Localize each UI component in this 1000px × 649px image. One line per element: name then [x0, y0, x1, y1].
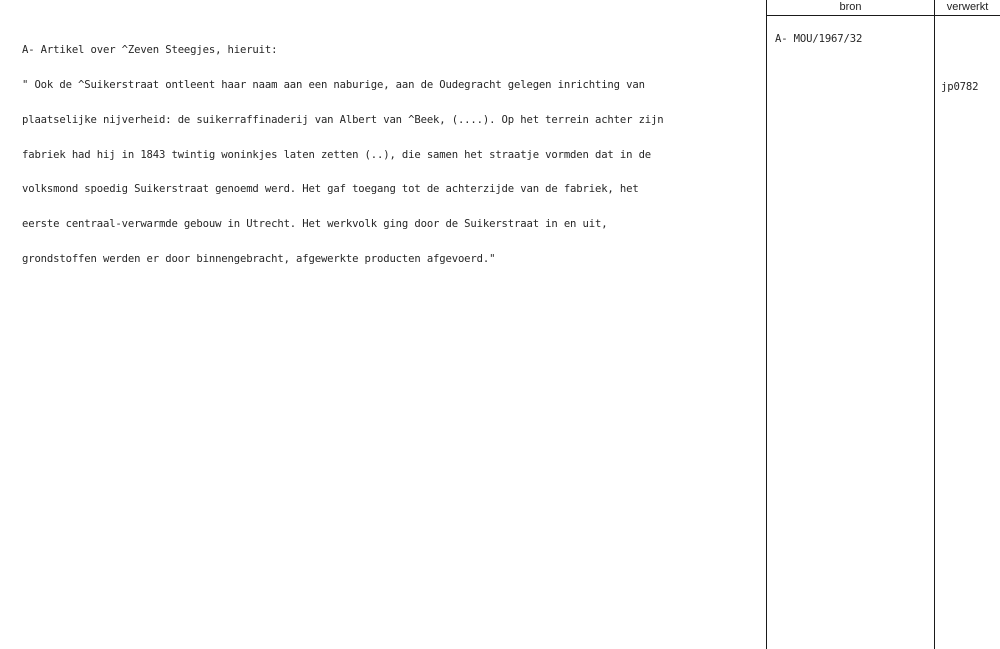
card-text-line: grondstoffen werden er door binnengebracht, afgewerkte producten afgevoerd.": [22, 252, 496, 265]
verwerkt-column-divider: [934, 0, 935, 649]
card-text-line: " Ook de ^Suikerstraat ontleent haar naam aan een naburige, aan de Oudegracht gelegen inrichting van: [22, 78, 645, 91]
bron-column-divider: [766, 0, 767, 649]
card-text-line: volksmond spoedig Suikerstraat genoemd werd. Het gaf toegang tot de achterzijde van de fabriek, het: [22, 183, 639, 196]
bron-entry: A- MOU/1967/32: [775, 33, 863, 45]
card-text-line: A- Artikel over ^Zeven Steegjes, hieruit:: [22, 44, 278, 57]
card-text-line: plaatselijke nijverheid: de suikerraffinaderij van Albert van ^Beek, (....). Op het terrein achter zijn: [22, 113, 664, 126]
card-text-line: fabriek had hij in 1843 twintig woninkjes laten zetten (..), die samen het straatje vormden dat in de: [22, 148, 652, 161]
header-rule: [766, 15, 1000, 16]
card-body-text: [22, 22, 762, 289]
card-text-line: eerste centraal-verwarmde gebouw in Utrecht. Het werkvolk ging door de Suikerstraat in en uit,: [22, 218, 608, 231]
verwerkt-entry: jp0782: [941, 81, 979, 93]
bron-column-header: bron: [839, 1, 862, 13]
verwerkt-column-header: verwerkt: [946, 1, 989, 13]
